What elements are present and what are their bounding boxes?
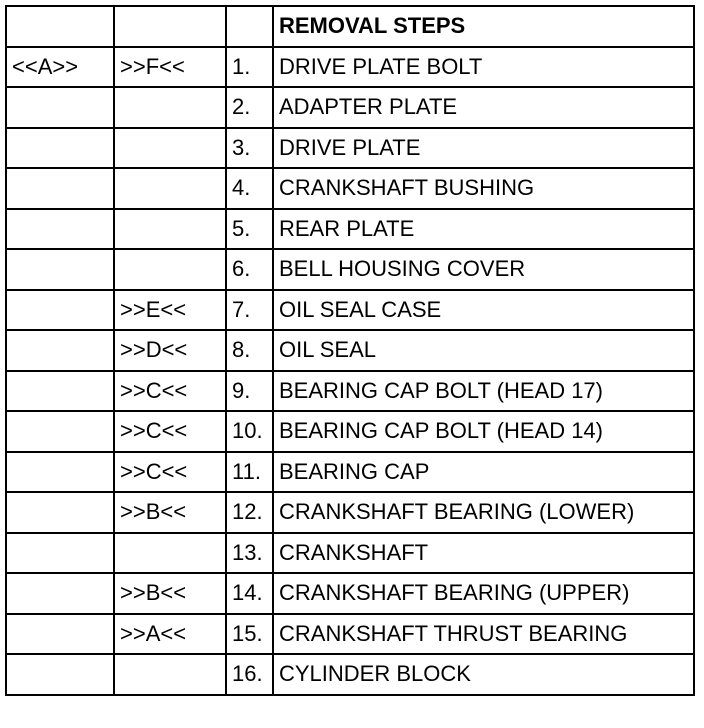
ref-a-cell [6, 492, 114, 533]
table-row [6, 87, 694, 128]
table-row [6, 168, 694, 209]
step-name: CRANKSHAFT [273, 533, 694, 574]
step-name: OIL SEAL [273, 330, 694, 371]
ref-a-cell [6, 573, 114, 614]
ref-b-cell [114, 209, 226, 250]
ref-a-cell [6, 533, 114, 574]
header-row [6, 6, 694, 47]
header-ref-a-cell [6, 6, 114, 47]
ref-b-cell: >>B<< [114, 573, 226, 614]
ref-a-cell [6, 614, 114, 655]
step-number: 2. [226, 87, 273, 128]
ref-a-cell [6, 654, 114, 695]
step-number: 5. [226, 209, 273, 250]
ref-b-cell: >>C<< [114, 452, 226, 493]
ref-b-cell: >>C<< [114, 411, 226, 452]
table-row [6, 614, 694, 655]
ref-a-cell [6, 87, 114, 128]
step-name: REAR PLATE [273, 209, 694, 250]
ref-a-cell [6, 249, 114, 290]
step-name: ADAPTER PLATE [273, 87, 694, 128]
ref-b-cell [114, 87, 226, 128]
step-number: 3. [226, 128, 273, 169]
ref-b-cell [114, 249, 226, 290]
ref-b-cell: >>C<< [114, 371, 226, 412]
removal-steps-table [5, 5, 695, 696]
step-name: CRANKSHAFT BUSHING [273, 168, 694, 209]
step-number: 8. [226, 330, 273, 371]
header-ref-b-cell [114, 6, 226, 47]
ref-a-cell [6, 411, 114, 452]
table-row [6, 290, 694, 331]
step-number: 10. [226, 411, 273, 452]
step-name: CRANKSHAFT BEARING (LOWER) [273, 492, 694, 533]
table-row [6, 249, 694, 290]
step-name: CYLINDER BLOCK [273, 654, 694, 695]
step-number: 1. [226, 47, 273, 88]
ref-a-cell [6, 330, 114, 371]
step-number: 6. [226, 249, 273, 290]
step-name: DRIVE PLATE [273, 128, 694, 169]
ref-a-cell: <<A>> [6, 47, 114, 88]
step-number: 11. [226, 452, 273, 493]
ref-b-cell [114, 654, 226, 695]
step-name: BEARING CAP [273, 452, 694, 493]
step-name: CRANKSHAFT THRUST BEARING [273, 614, 694, 655]
table-row [6, 47, 694, 88]
step-number: 13. [226, 533, 273, 574]
step-number: 12. [226, 492, 273, 533]
table-row [6, 654, 694, 695]
step-name: BEARING CAP BOLT (HEAD 17) [273, 371, 694, 412]
step-number: 9. [226, 371, 273, 412]
table-row [6, 492, 694, 533]
step-number: 4. [226, 168, 273, 209]
table-row [6, 533, 694, 574]
ref-a-cell [6, 371, 114, 412]
ref-b-cell [114, 168, 226, 209]
ref-b-cell: >>B<< [114, 492, 226, 533]
ref-b-cell: >>D<< [114, 330, 226, 371]
ref-b-cell [114, 533, 226, 574]
step-name: BEARING CAP BOLT (HEAD 14) [273, 411, 694, 452]
ref-b-cell: >>A<< [114, 614, 226, 655]
table-row [6, 371, 694, 412]
ref-a-cell [6, 168, 114, 209]
ref-a-cell [6, 452, 114, 493]
ref-b-cell [114, 128, 226, 169]
table-row [6, 411, 694, 452]
table-row [6, 128, 694, 169]
table-row [6, 209, 694, 250]
ref-b-cell: >>E<< [114, 290, 226, 331]
ref-a-cell [6, 128, 114, 169]
table-row [6, 452, 694, 493]
ref-a-cell [6, 290, 114, 331]
table-row [6, 330, 694, 371]
ref-b-cell: >>F<< [114, 47, 226, 88]
step-name: BELL HOUSING COVER [273, 249, 694, 290]
step-number: 14. [226, 573, 273, 614]
table-body [6, 47, 694, 695]
table-row [6, 573, 694, 614]
step-number: 15. [226, 614, 273, 655]
step-number: 7. [226, 290, 273, 331]
step-number: 16. [226, 654, 273, 695]
step-name: CRANKSHAFT BEARING (UPPER) [273, 573, 694, 614]
header-num-cell [226, 6, 273, 47]
step-name: DRIVE PLATE BOLT [273, 47, 694, 88]
ref-a-cell [6, 209, 114, 250]
step-name: OIL SEAL CASE [273, 290, 694, 331]
table-title: REMOVAL STEPS [273, 6, 694, 47]
